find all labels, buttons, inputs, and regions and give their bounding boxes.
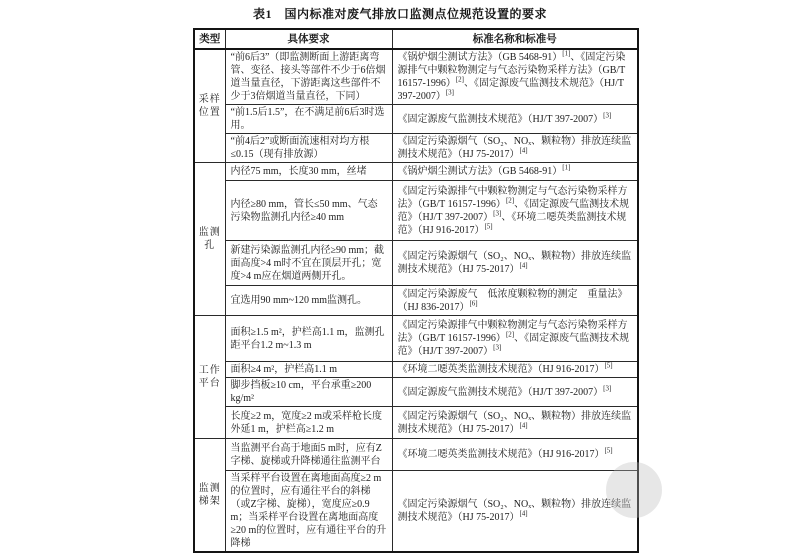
header-standard: 标准名称和标准号 bbox=[392, 29, 638, 49]
section-type-monitoring-ladder: 监测梯架 bbox=[194, 439, 225, 553]
table-title: 表1 国内标准对废气排放口监测点位规范设置的要求 bbox=[252, 7, 547, 21]
standard-cell: 《固定污染源烟气（SO₂、NOₓ、颗粒物）排放连续监测技术规范》（HJ 75-2017）[4] bbox=[392, 471, 638, 553]
table-row bbox=[194, 362, 638, 378]
standard-cell: 《固定污染源烟气（SO₂、NOₓ、颗粒物）排放连续监测技术规范》（HJ 75-2017）[4] bbox=[392, 241, 638, 286]
header-type: 类型 bbox=[194, 29, 225, 49]
standard-cell: 《环境二噁英类监测技术规范》（HJ 916-2017）[5] bbox=[392, 362, 638, 378]
requirement-cell: “前4后2”或断面流速相对均方根≤0.15（现有排放源） bbox=[225, 134, 392, 163]
table-row bbox=[194, 49, 638, 105]
table-row bbox=[194, 105, 638, 134]
requirement-cell: 脚步挡板≥10 cm，平台承重≥200 kg/m² bbox=[225, 378, 392, 407]
requirement-cell: 内径75 mm，长度30 mm，丝堵 bbox=[225, 163, 392, 181]
requirement-cell: “前1.5后1.5”，在不满足前6后3时选用。 bbox=[225, 105, 392, 134]
requirement-cell: 宜选用90 mm~120 mm监测孔。 bbox=[225, 286, 392, 316]
section-type-sampling-position: 采样位置 bbox=[194, 49, 225, 163]
standard-cell: 《锅炉烟尘测试方法》（GB 5468-91）[1] bbox=[392, 163, 638, 181]
table-row bbox=[194, 181, 638, 241]
requirement-cell: 当采样平台设置在离地面高度≥2 m的位置时，应有通往平台的斜梯（或Z字梯、旋梯），宽度应≥0.9 m；当采样平台设置在离地面高度≥20 m的位置时，应有通往平台的升降梯 bbox=[225, 471, 392, 553]
section-type-work-platform: 工作平台 bbox=[194, 316, 225, 439]
table-row bbox=[194, 471, 638, 553]
standard-cell: 《固定污染源排气中颗粒物测定与气态污染物采样方法》（GB/T 16157-1996）[2]、《固定源废气监测技术规范》（HJ/T 397-2007）[3]、《环境二噁英类监测技术规范》（HJ 916-2017）[5] bbox=[392, 181, 638, 241]
requirement-cell: 内径≥80 mm，管长≤50 mm、气态污染物监测孔内径≥40 mm bbox=[225, 181, 392, 241]
standard-cell: 《固定污染源烟气（SO₂、NOₓ、颗粒物）排放连续监测技术规范》（HJ 75-2017）[4] bbox=[392, 134, 638, 163]
standards-table bbox=[193, 28, 639, 553]
standard-cell: 《固定源废气监测技术规范》（HJ/T 397-2007）[3] bbox=[392, 105, 638, 134]
header-requirement: 具体要求 bbox=[225, 29, 392, 49]
requirement-cell: 当监测平台高于地面5 m时，应有Z字梯、旋梯或升降梯通往监测平台 bbox=[225, 439, 392, 471]
standard-cell: 《固定污染源烟气（SO₂、NOₓ、颗粒物）排放连续监测技术规范》（HJ 75-2017）[4] bbox=[392, 407, 638, 439]
table-row bbox=[194, 439, 638, 471]
table-row bbox=[194, 163, 638, 181]
requirement-cell: 面积≥4 m²，护栏高1.1 m bbox=[225, 362, 392, 378]
table-row bbox=[194, 378, 638, 407]
table-row bbox=[194, 407, 638, 439]
table-row bbox=[194, 241, 638, 286]
section-type-monitoring-hole: 监测孔 bbox=[194, 163, 225, 316]
requirement-cell: 新建污染源监测孔内径≥90 mm；截面高度>4 m时不宜在顶层开孔；宽度>4 m应在烟道两侧开孔。 bbox=[225, 241, 392, 286]
requirement-cell: “前6后3”（即监测断面上游距离弯管、变径、接头等部件不少于6倍烟道当量直径，下游距离这些部件不少于3倍烟道当量直径，下同） bbox=[225, 49, 392, 105]
standard-cell: 《锅炉烟尘测试方法》（GB 5468-91）[1]、《固定污染源排气中颗粒物测定与气态污染物采样方法》（GB/T 16157-1996）[2]、《固定源废气监测技术规范》（HJ/T 397-2007）[3] bbox=[392, 49, 638, 105]
standard-cell: 《环境二噁英类监测技术规范》（HJ 916-2017）[5] bbox=[392, 439, 638, 471]
standard-cell: 《固定污染源排气中颗粒物测定与气态污染物采样方法》（GB/T 16157-1996）[2]、《固定源废气监测技术规范》（HJ/T 397-2007）[3] bbox=[392, 316, 638, 362]
standard-cell: 《固定源废气监测技术规范》（HJ/T 397-2007）[3] bbox=[392, 378, 638, 407]
table-row bbox=[194, 134, 638, 163]
table-header-row bbox=[194, 29, 638, 49]
table-row bbox=[194, 286, 638, 316]
standard-cell: 《固定污染源废气 低浓度颗粒物的测定 重量法》（HJ 836-2017）[6] bbox=[392, 286, 638, 316]
requirement-cell: 长度≥2 m，宽度≥2 m或采样枪长度外延1 m，护栏高≥1.2 m bbox=[225, 407, 392, 439]
table-row bbox=[194, 316, 638, 362]
requirement-cell: 面积≥1.5 m²，护栏高1.1 m，监测孔距平台1.2 m~1.3 m bbox=[225, 316, 392, 362]
